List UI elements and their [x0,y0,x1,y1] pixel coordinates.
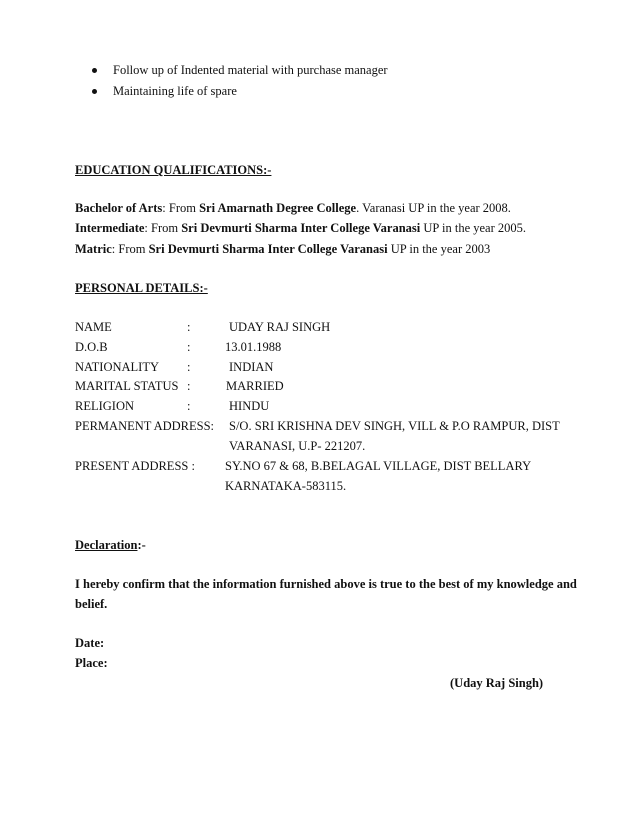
education-detail: UP in the year 2005. [420,221,527,235]
degree-name: Bachelor of Arts [75,201,163,215]
field-value-continued: VARANASI, U.P- 221207. [229,439,366,453]
separator: : From [162,201,200,215]
field-label: D.O.B [75,340,108,354]
institution-name: Sri Devmurti Sharma Inter College Varanasi [181,221,421,235]
field-value: 13.01.1988 [225,340,282,354]
field-label: NATIONALITY [75,360,160,374]
declaration-suffix: :- [137,538,146,552]
bullet-item [92,63,388,78]
institution-name: Sri Devmurti Sharma Inter College Varanasi [148,242,388,256]
education-row [75,242,490,257]
field-label: PRESENT ADDRESS : [75,459,195,473]
education-detail: . Varanasi UP in the year 2008. [356,201,511,215]
signature: (Uday Raj Singh) [450,676,544,690]
field-colon: : [187,320,191,334]
field-colon: : [187,360,191,374]
degree-name: Matric [75,242,112,256]
bullet-text: Maintaining life of spare [113,84,237,98]
field-value: S/O. SRI KRISHNA DEV SINGH, VILL & P.O RAMPUR, DIST [229,419,560,433]
date-label: Date: [75,636,105,650]
place-label: Place: [75,656,108,670]
field-value: INDIAN [229,360,274,374]
bullet-text: Follow up of Indented material with purchase manager [113,63,388,77]
field-value-continued: KARNATAKA-583115. [225,479,347,493]
field-value: UDAY RAJ SINGH [229,320,331,334]
field-value: HINDU [229,399,270,413]
education-row [75,221,526,236]
declaration-title: Declaration [75,538,138,552]
education-detail: UP in the year 2003 [387,242,491,256]
bullet-icon [92,89,97,94]
education-heading: EDUCATION QUALIFICATIONS:- [75,163,272,177]
declaration-text: I hereby confirm that the information furnished above is true to the best of my knowledge and [75,577,577,591]
field-label: RELIGION [75,399,135,413]
declaration-text: belief. [75,597,108,611]
separator: : From [144,221,182,235]
institution-name: Sri Amarnath Degree College [199,201,357,215]
field-colon: : [187,379,191,393]
declaration-heading [75,538,146,553]
field-colon: : [187,399,191,413]
field-label: PERMANENT ADDRESS: [75,419,215,433]
separator: : From [111,242,149,256]
field-label: MARITAL STATUS [75,379,179,393]
personal-heading: PERSONAL DETAILS:- [75,281,208,295]
education-row [75,201,511,216]
field-value: SY.NO 67 & 68, B.BELAGAL VILLAGE, DIST BELLARY [225,459,532,473]
bullet-icon [92,68,97,73]
field-colon: : [187,340,191,354]
field-value: MARRIED [226,379,284,393]
degree-name: Intermediate [75,221,145,235]
field-label: NAME [75,320,112,334]
bullet-item [92,84,237,99]
